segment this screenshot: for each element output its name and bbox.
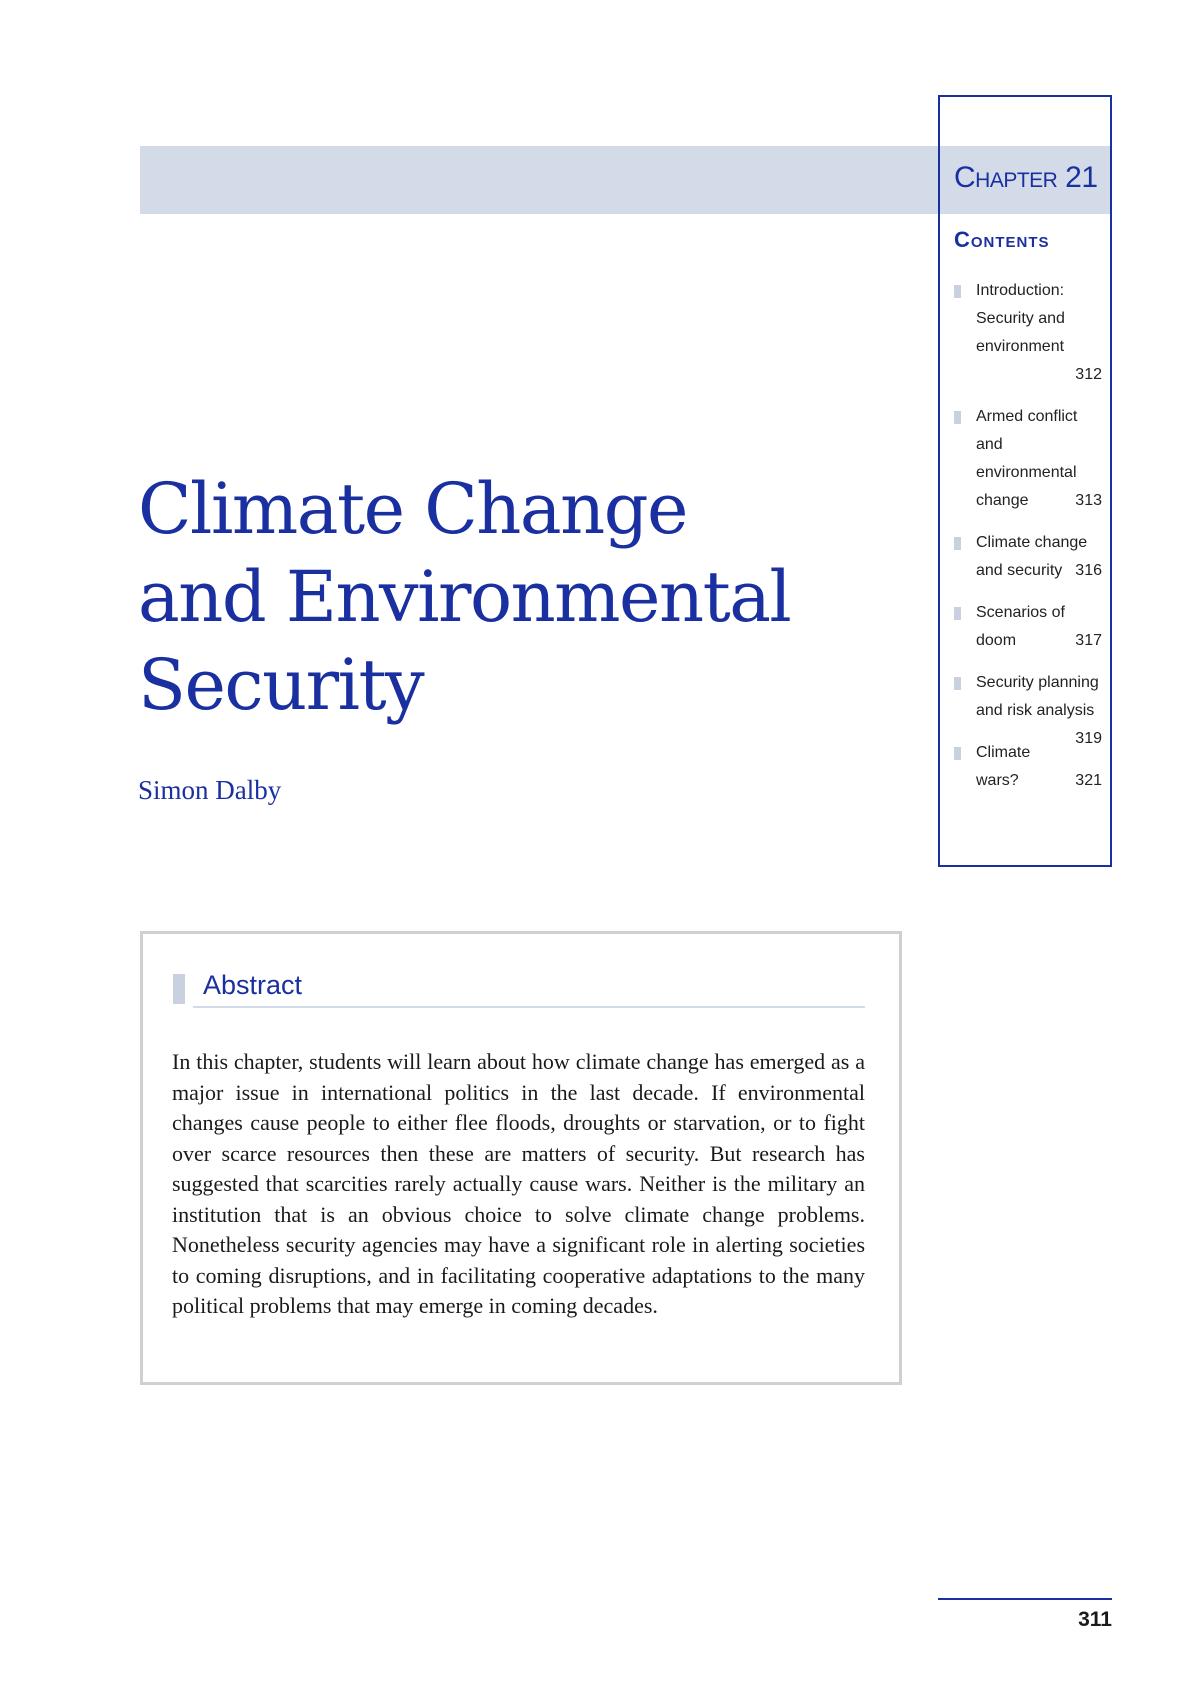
toc-item-security-planning[interactable] xyxy=(954,669,1104,747)
toc-item-introduction[interactable] xyxy=(954,277,1104,389)
table-of-contents xyxy=(954,277,1104,809)
bullet-marker xyxy=(954,537,961,550)
chapter-label: Chapter 21 xyxy=(954,161,1098,194)
toc-item-page: 317 xyxy=(1075,632,1102,649)
toc-item-page: 313 xyxy=(1075,492,1102,509)
toc-item-climate-wars[interactable] xyxy=(954,739,1104,795)
toc-item-climate-change-security[interactable] xyxy=(954,529,1104,585)
abstract-heading: Abstract xyxy=(203,970,303,1000)
toc-item-scenarios-of-doom[interactable] xyxy=(954,599,1104,655)
bullet-marker xyxy=(954,677,961,690)
chapter-title xyxy=(138,465,898,729)
title-line-3: Security xyxy=(138,644,424,726)
abstract-marker xyxy=(173,974,185,1004)
bullet-marker xyxy=(954,747,961,760)
abstract-divider xyxy=(193,1006,865,1008)
toc-item-page: 312 xyxy=(1075,366,1102,383)
page-number: 311 xyxy=(1078,1608,1112,1631)
footer-divider xyxy=(938,1598,1112,1600)
toc-item-title: Armed conflict and environmental change xyxy=(976,408,1078,509)
title-line-2: and Environmental xyxy=(138,556,791,638)
toc-item-title: Climate change and security xyxy=(976,534,1088,579)
toc-item-page: 316 xyxy=(1075,562,1102,579)
toc-item-page: 321 xyxy=(1075,772,1102,789)
bullet-marker xyxy=(954,411,961,424)
title-line-1: Climate Change xyxy=(138,468,687,550)
contents-heading: Contents xyxy=(954,227,1050,252)
chapter-sidebar xyxy=(938,95,1112,867)
bullet-marker xyxy=(954,285,961,298)
toc-item-title: Scenarios of doom xyxy=(976,604,1065,649)
toc-item-armed-conflict[interactable] xyxy=(954,403,1104,515)
toc-item-title: Climate wars? xyxy=(976,744,1031,789)
toc-item-title: Introduction: Security and environment xyxy=(976,282,1065,355)
toc-item-page: 319 xyxy=(1075,730,1102,747)
abstract-body: In this chapter, students will learn about how climate change has emerged as a major issue in international politics in the last decade. If environmental changes cause people to either flee floods, droughts or starvation, or to fight over scarce resources then these are matters of security. But research has suggested that scarcities rarely actually cause wars. Neither is the military an institution that is an obvious choice to solve climate change problems. Nonetheless security agencies may have a significant role in alerting societies to coming disruptions, and in facilitating cooperative adaptations to the many political problems that may emerge in coming decades. xyxy=(172,1049,865,1318)
abstract-box xyxy=(140,931,902,1385)
toc-item-title: Security planning and risk analysis xyxy=(976,674,1099,719)
author-name: Simon Dalby xyxy=(138,775,282,805)
bullet-marker xyxy=(954,607,961,620)
